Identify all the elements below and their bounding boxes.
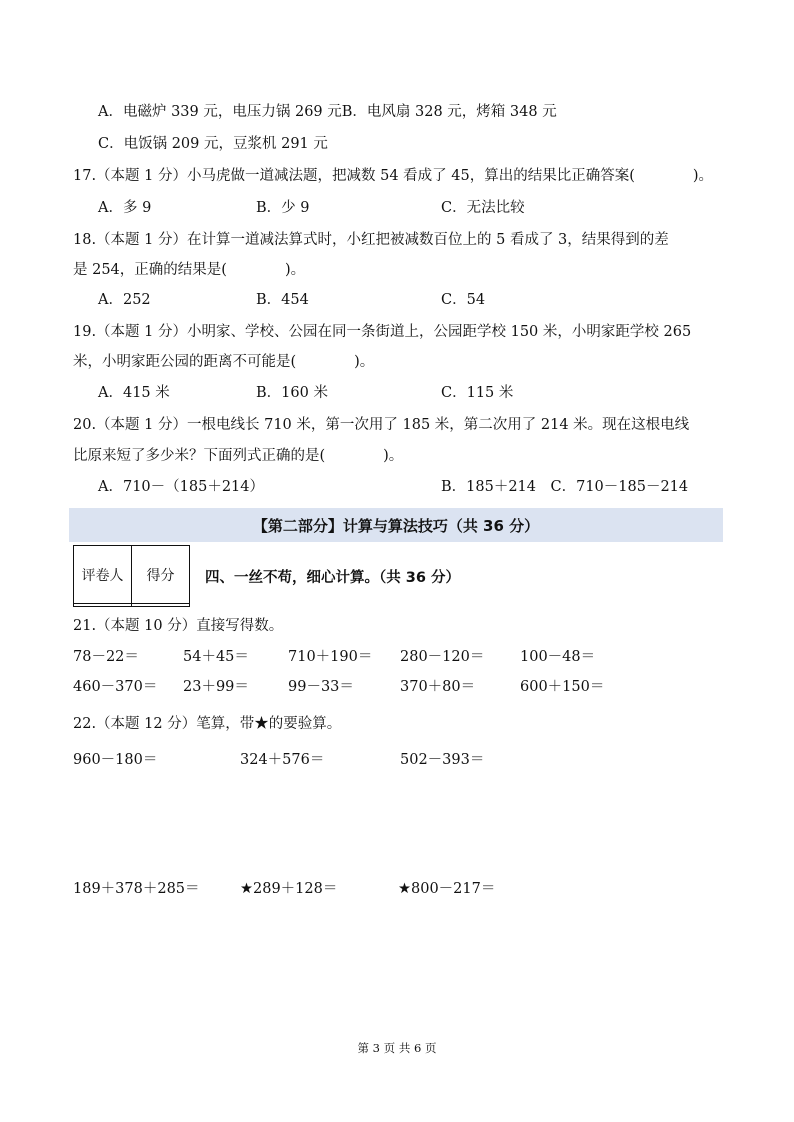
q18-option-c: C．54 (441, 292, 486, 308)
q20-option-a: A．710－（185＋214） (98, 479, 264, 495)
q20-stem-line2: 比原来短了多少米？下面列式正确的是( )。 (73, 448, 404, 464)
score-table (73, 545, 190, 607)
q18-option-a: A．252 (98, 292, 151, 308)
q19-stem-line2: 米，小明家距公园的距离不可能是( )。 (73, 354, 375, 370)
q21-item: 23＋99＝ (183, 679, 249, 695)
grader-header: 评卷人 (74, 546, 132, 604)
q21-item: 710＋190＝ (288, 649, 373, 665)
section2-banner: 【第二部分】计算与算法技巧（共 36 分） (69, 508, 723, 542)
q17-option-b: B．少 9 (256, 200, 310, 216)
q18-option-b: B．454 (256, 292, 309, 308)
q22-item-starred: ★800－217＝ (398, 881, 496, 897)
grader-cell (74, 604, 132, 607)
q21-item: 280－120＝ (400, 649, 485, 665)
q21-item: 54＋45＝ (183, 649, 249, 665)
q22-item: 189＋378＋285＝ (73, 881, 200, 897)
q19-option-c: C．115 米 (441, 385, 514, 401)
q21-item: 99－33＝ (288, 679, 354, 695)
q21-stem: 21.（本题 10 分）直接写得数。 (73, 618, 284, 634)
q18-stem-line2: 是 254，正确的结果是( )。 (73, 262, 306, 278)
q19-stem-line1: 19.（本题 1 分）小明家、学校、公园在同一条街道上，公园距学校 150 米，小明家距学校 265 (73, 324, 692, 340)
q22-stem: 22.（本题 12 分）笔算，带★的要验算。 (73, 716, 342, 732)
q17-stem: 17.（本题 1 分）小马虎做一道减法题，把减数 54 看成了 45，算出的结果比正确答案( )。 (73, 168, 714, 184)
q16-option-c: C．电饭锅 209 元，豆浆机 291 元 (98, 136, 328, 152)
q18-stem-line1: 18.（本题 1 分）在计算一道减法算式时，小红把被减数百位上的 5 看成了 3，结果得到的差 (73, 232, 669, 248)
q19-option-b: B．160 米 (256, 385, 328, 401)
section4-title: 四、一丝不苟，细心计算。（共 36 分） (205, 570, 461, 586)
page-footer: 第 3 页 共 6 页 (357, 1041, 437, 1055)
q22-item: 324＋576＝ (240, 752, 325, 768)
q22-item-starred: ★289＋128＝ (240, 881, 338, 897)
score-cell (132, 604, 190, 607)
score-header: 得分 (132, 546, 190, 604)
q22-item: 960－180＝ (73, 752, 158, 768)
q21-item: 100－48＝ (520, 649, 596, 665)
q20-option-bc: B．185＋214 C．710－185－214 (441, 479, 689, 495)
q17-option-a: A．多 9 (98, 200, 152, 216)
q21-item: 600＋150＝ (520, 679, 605, 695)
q16-option-ab: A．电磁炉 339 元，电压力锅 269 元B．电风扇 328 元，烤箱 348 元 (98, 104, 557, 120)
q19-option-a: A．415 米 (98, 385, 170, 401)
q21-item: 460－370＝ (73, 679, 158, 695)
q21-item: 370＋80＝ (400, 679, 476, 695)
q20-stem-line1: 20.（本题 1 分）一根电线长 710 米，第一次用了 185 米，第二次用了 214 米。现在这根电线 (73, 417, 690, 433)
q22-item: 502－393＝ (400, 752, 485, 768)
q17-option-c: C．无法比较 (441, 200, 525, 216)
q21-item: 78－22＝ (73, 649, 139, 665)
